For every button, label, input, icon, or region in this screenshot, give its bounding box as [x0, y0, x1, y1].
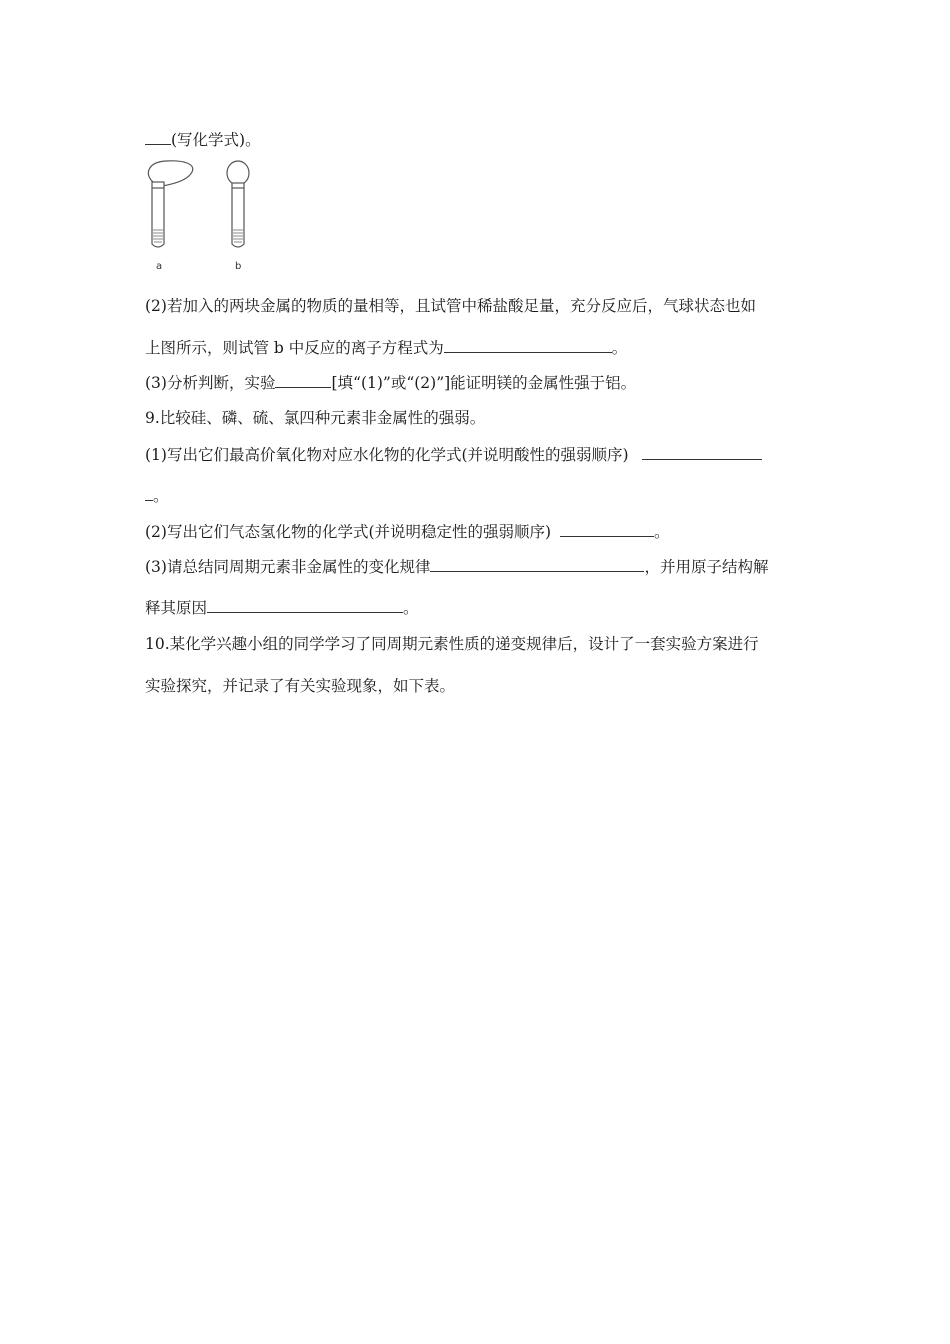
- line-q9-2: (2)写出它们气态氢化物的化学式(并说明稳定性的强弱顺序) 。: [145, 523, 670, 541]
- balloon-b: [227, 161, 249, 185]
- test-tube-a: [148, 161, 192, 247]
- acid-order-blank-cont[interactable]: [145, 486, 153, 501]
- question-10-part2: 实验探究，并记录了有关实验现象，如下表。: [145, 677, 456, 695]
- test-tube-figure: [140, 158, 270, 276]
- question-10-part1: 10.某化学兴趣小组的同学学习了同周期元素性质的递变规律后，设计了一套实验方案进行: [145, 635, 759, 653]
- reason-blank[interactable]: [207, 598, 403, 613]
- line-q9-3-cont: 释其原因 。: [145, 599, 419, 617]
- answer-blank[interactable]: [145, 130, 171, 145]
- tube-b-liquid: [233, 230, 243, 242]
- label-b: b: [235, 261, 242, 272]
- tube-a-body: [152, 188, 164, 247]
- tube-b-mouth: [232, 183, 244, 188]
- stability-order-blank[interactable]: [560, 522, 654, 537]
- trend-blank[interactable]: [430, 557, 644, 572]
- line-q9-1-cont: 。: [145, 486, 169, 506]
- line-q2-part2: 上图所示，则试管 b 中反应的离子方程式为 。: [145, 339, 628, 357]
- line-q9-3: (3)请总结同周期元素非金属性的变化规律 ，并用原子结构解: [145, 558, 769, 576]
- line-q3: (3)分析判断，实验 [填“(1)”或“(2)”]能证明镁的金属性强于铝。: [145, 374, 637, 392]
- tube-a-mouth: [152, 182, 164, 188]
- line-q9-1: (1)写出它们最高价氧化物对应水化物的化学式(并说明酸性的强弱顺序): [145, 445, 762, 465]
- question-9-title: 9.比较硅、磷、硫、氯四种元素非金属性的强弱。: [145, 409, 486, 427]
- line-q2-part1: (2)若加入的两块金属的物质的量相等，且试管中稀盐酸足量，充分反应后，气球状态也如: [145, 297, 756, 315]
- line-formula-answer: (写化学式)。: [145, 130, 261, 150]
- ion-equation-blank[interactable]: [444, 338, 612, 353]
- label-a: a: [156, 261, 163, 272]
- tube-a-liquid: [153, 230, 163, 242]
- tube-b-body: [232, 188, 244, 247]
- acid-order-blank[interactable]: [642, 445, 762, 460]
- test-tube-b: [227, 161, 249, 247]
- experiment-choice-blank[interactable]: [275, 373, 331, 388]
